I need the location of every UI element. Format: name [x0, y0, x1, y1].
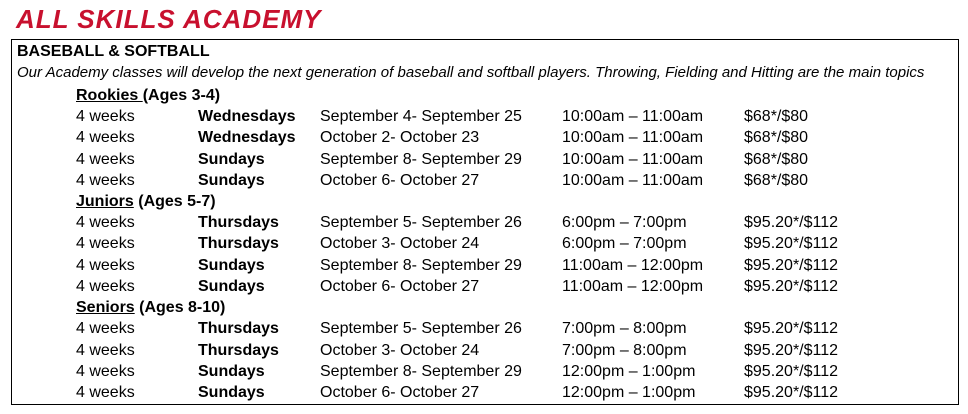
- group-title: [76, 191, 216, 212]
- group-ages: (Ages 5-7): [133, 193, 216, 211]
- class-day: Sundays: [198, 150, 265, 168]
- class-time: 12:00pm – 1:00pm: [562, 384, 696, 402]
- schedule-list: [12, 85, 958, 404]
- schedule-row: [12, 276, 958, 297]
- class-time: 10:00am – 11:00am: [562, 150, 704, 168]
- class-dates: September 8- September 29: [320, 150, 522, 168]
- class-day: Wednesdays: [198, 108, 296, 125]
- class-time: 6:00pm – 7:00pm: [562, 214, 687, 232]
- schedule-row: [12, 361, 958, 382]
- class-day: Wednesdays: [198, 129, 296, 147]
- class-duration: 4 weeks: [76, 150, 135, 168]
- class-dates: October 2- October 23: [320, 129, 480, 147]
- schedule-row: [12, 170, 958, 191]
- class-dates: September 4- September 25: [320, 108, 522, 125]
- class-duration: 4 weeks: [76, 214, 135, 232]
- group-ages: (Ages 8-10): [134, 299, 226, 317]
- class-duration: 4 weeks: [76, 278, 135, 296]
- class-time: 7:00pm – 8:00pm: [562, 341, 687, 359]
- class-time: 10:00am – 11:00am: [562, 108, 704, 125]
- class-price: $68*/$80: [744, 129, 809, 147]
- class-price: $95.20*/$112: [744, 341, 839, 359]
- class-price: $95.20*/$112: [744, 214, 839, 232]
- class-day: Thursdays: [198, 214, 279, 232]
- class-day: Sundays: [198, 278, 265, 296]
- group-title: [76, 297, 225, 318]
- schedule-row: [12, 212, 958, 233]
- class-time: 12:00pm – 1:00pm: [562, 362, 696, 380]
- class-price: $68*/$80: [744, 150, 809, 168]
- class-price: $68*/$80: [744, 108, 809, 125]
- group-header: [12, 191, 958, 212]
- section-heading: BASEBALL & SOFTBALL: [17, 43, 210, 60]
- class-duration: 4 weeks: [76, 171, 135, 189]
- class-price: $95.20*/$112: [744, 362, 839, 380]
- class-day: Sundays: [198, 256, 265, 274]
- class-day: Thursdays: [198, 235, 279, 253]
- class-dates: October 6- October 27: [320, 384, 480, 402]
- group-ages: (Ages 3-4): [142, 87, 221, 104]
- group-title: [76, 85, 220, 106]
- class-duration: 4 weeks: [76, 108, 135, 125]
- class-dates: October 3- October 24: [320, 341, 480, 359]
- class-dates: October 6- October 27: [320, 278, 480, 296]
- schedule-row: [12, 340, 958, 361]
- class-duration: 4 weeks: [76, 256, 135, 274]
- class-price: $95.20*/$112: [744, 384, 839, 402]
- class-duration: 4 weeks: [76, 235, 135, 253]
- schedule-row: [12, 318, 958, 339]
- class-price: $95.20*/$112: [744, 278, 839, 296]
- class-duration: 4 weeks: [76, 341, 135, 359]
- class-price: $95.20*/$112: [744, 256, 839, 274]
- class-duration: 4 weeks: [76, 384, 135, 402]
- schedule-row: [12, 149, 958, 170]
- schedule-row: [12, 382, 958, 403]
- schedule-row: [12, 233, 958, 254]
- page-title: ALL SKILLS ACADEMY: [16, 4, 322, 34]
- schedule-row: [12, 255, 958, 276]
- class-dates: September 5- September 26: [320, 320, 522, 338]
- class-day: Thursdays: [198, 320, 279, 338]
- class-dates: September 5- September 26: [320, 214, 522, 232]
- class-time: 11:00am – 12:00pm: [562, 256, 704, 274]
- class-day: Sundays: [198, 171, 265, 189]
- program-box: [11, 39, 959, 405]
- class-duration: 4 weeks: [76, 129, 135, 147]
- class-day: Sundays: [198, 384, 265, 402]
- class-time: 11:00am – 12:00pm: [562, 278, 704, 296]
- class-dates: September 8- September 29: [320, 362, 522, 380]
- class-dates: October 6- October 27: [320, 171, 480, 189]
- class-dates: October 3- October 24: [320, 235, 480, 253]
- class-duration: 4 weeks: [76, 362, 135, 380]
- class-time: 10:00am – 11:00am: [562, 171, 704, 189]
- class-day: Thursdays: [198, 341, 279, 359]
- group-header: [12, 297, 958, 318]
- class-duration: 4 weeks: [76, 320, 135, 338]
- group-header: [12, 85, 958, 106]
- schedule-row: [12, 127, 958, 148]
- class-price: $95.20*/$112: [744, 320, 839, 338]
- class-time: 10:00am – 11:00am: [562, 129, 704, 147]
- schedule-row: [12, 106, 958, 127]
- class-day: Sundays: [198, 362, 265, 380]
- section-description: Our Academy classes will develop the next generation of baseball and softball players. Throwing, Fielding and Hitting are the main topics: [17, 64, 925, 81]
- class-time: 6:00pm – 7:00pm: [562, 235, 687, 253]
- class-dates: September 8- September 29: [320, 256, 522, 274]
- group-name: Juniors: [76, 193, 134, 211]
- group-name: Rookies: [76, 87, 143, 104]
- class-price: $95.20*/$112: [744, 235, 839, 253]
- group-name: Seniors: [76, 299, 135, 317]
- class-price: $68*/$80: [744, 171, 809, 189]
- class-time: 7:00pm – 8:00pm: [562, 320, 687, 338]
